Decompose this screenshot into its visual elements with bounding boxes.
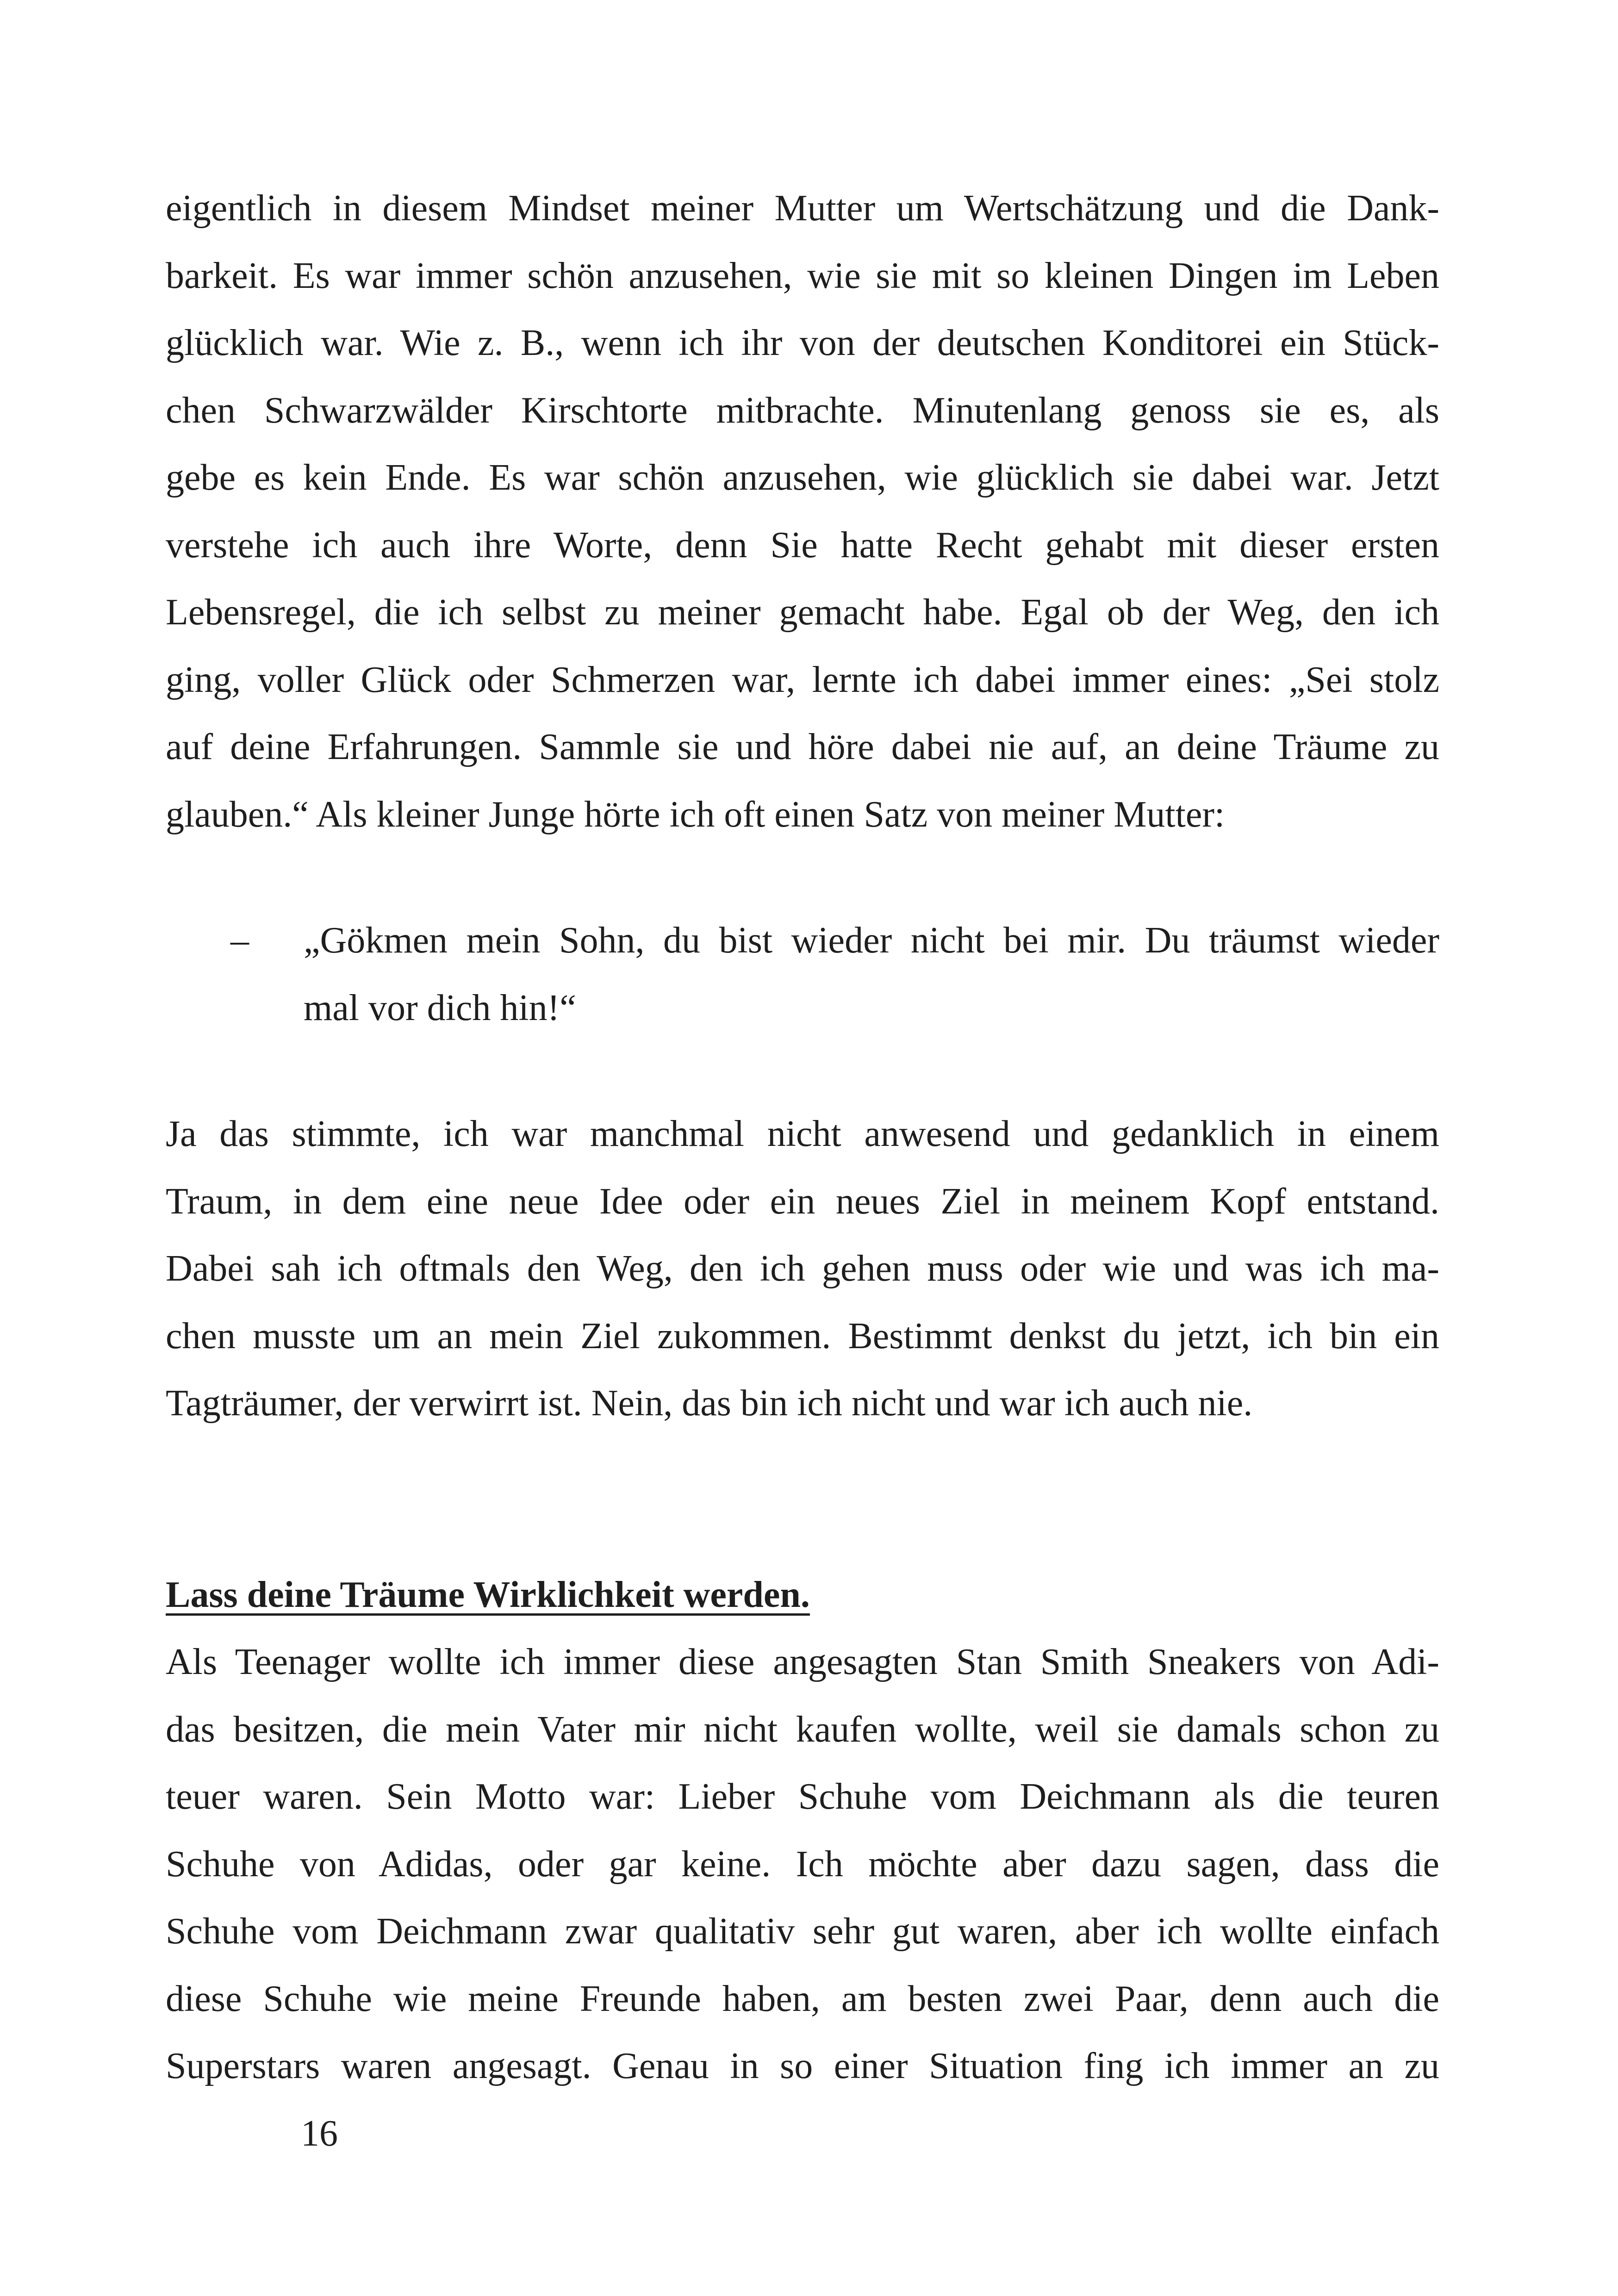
- text-line: Traum, in dem eine neue Idee oder ein neues Ziel in meinem Kopf entstand.: [166, 1181, 1439, 1222]
- text-line: verstehe ich auch ihre Worte, denn Sie hatte Recht gehabt mit dieser ersten: [166, 524, 1439, 566]
- text-line: Lebensregel, die ich selbst zu meiner gemacht habe. Egal ob der Weg, den ich: [166, 592, 1439, 633]
- paragraph-2: [166, 1101, 1439, 1437]
- text-line: glücklich war. Wie z. B., wenn ich ihr von der deutschen Konditorei ein Stück-: [166, 323, 1439, 363]
- text-line: diese Schuhe wie meine Freunde haben, am besten zwei Paar, denn auch die: [166, 1978, 1439, 2019]
- text-line: chen Schwarzwälder Kirschtorte mitbrachte. Minutenlang genoss sie es, als: [166, 390, 1439, 431]
- text-line: Ja das stimmte, ich war manchmal nicht anwesend und gedanklich in einem: [166, 1114, 1439, 1154]
- text-line: auf deine Erfahrungen. Sammle sie und höre dabei nie auf, an deine Träume zu: [166, 727, 1439, 767]
- page-number: 16: [301, 2113, 338, 2154]
- text-line: ging, voller Glück oder Schmerzen war, lernte ich dabei immer eines: „Sei stolz: [166, 659, 1439, 700]
- text-line: eigentlich in diesem Mindset meiner Mutter um Wertschätzung und die Dank-: [166, 188, 1439, 229]
- paragraph-1: [166, 175, 1439, 848]
- text-line: teuer waren. Sein Motto war: Lieber Schuhe vom Deichmann als die teuren: [166, 1776, 1439, 1817]
- paragraph-3: [166, 1629, 1439, 2100]
- text-line: chen musste um an mein Ziel zukommen. Bestimmt denkst du jetzt, ich bin ein: [166, 1315, 1439, 1356]
- text-line: Tagträumer, der verwirrt ist. Nein, das bin ich nicht und war ich auch nie.: [166, 1383, 1253, 1424]
- quote-line: mal vor dich hin!“: [304, 987, 576, 1028]
- text-line: Schuhe vom Deichmann zwar qualitativ sehr gut waren, aber ich wollte einfach: [166, 1911, 1439, 1952]
- text-line: Als Teenager wollte ich immer diese angesagten Stan Smith Sneakers von Adi-: [166, 1642, 1439, 1682]
- text-line: das besitzen, die mein Vater mir nicht kaufen wollte, weil sie damals schon zu: [166, 1709, 1439, 1750]
- text-line: Superstars waren angesagt. Genau in so einer Situation fing ich immer an zu: [166, 2046, 1439, 2086]
- quote-block: [166, 907, 1439, 1042]
- page-body: [166, 175, 1439, 2100]
- text-line: glauben.“ Als kleiner Junge hörte ich oft einen Satz von meiner Mutter:: [166, 794, 1225, 835]
- section-heading: Lass deine Träume Wirklichkeit werden.: [166, 1574, 810, 1615]
- text-line: Schuhe von Adidas, oder gar keine. Ich möchte aber dazu sagen, dass die: [166, 1843, 1439, 1885]
- quote-line: „Gökmen mein Sohn, du bist wieder nicht bei mir. Du träumst wieder: [304, 920, 1439, 961]
- text-line: Dabei sah ich oftmals den Weg, den ich gehen muss oder wie und was ich ma-: [166, 1248, 1439, 1289]
- text-line: barkeit. Es war immer schön anzusehen, wie sie mit so kleinen Dingen im Leben: [166, 255, 1439, 296]
- text-line: gebe es kein Ende. Es war schön anzusehen, wie glücklich sie dabei war. Jetzt: [166, 457, 1439, 498]
- quote-dash: –: [230, 920, 249, 961]
